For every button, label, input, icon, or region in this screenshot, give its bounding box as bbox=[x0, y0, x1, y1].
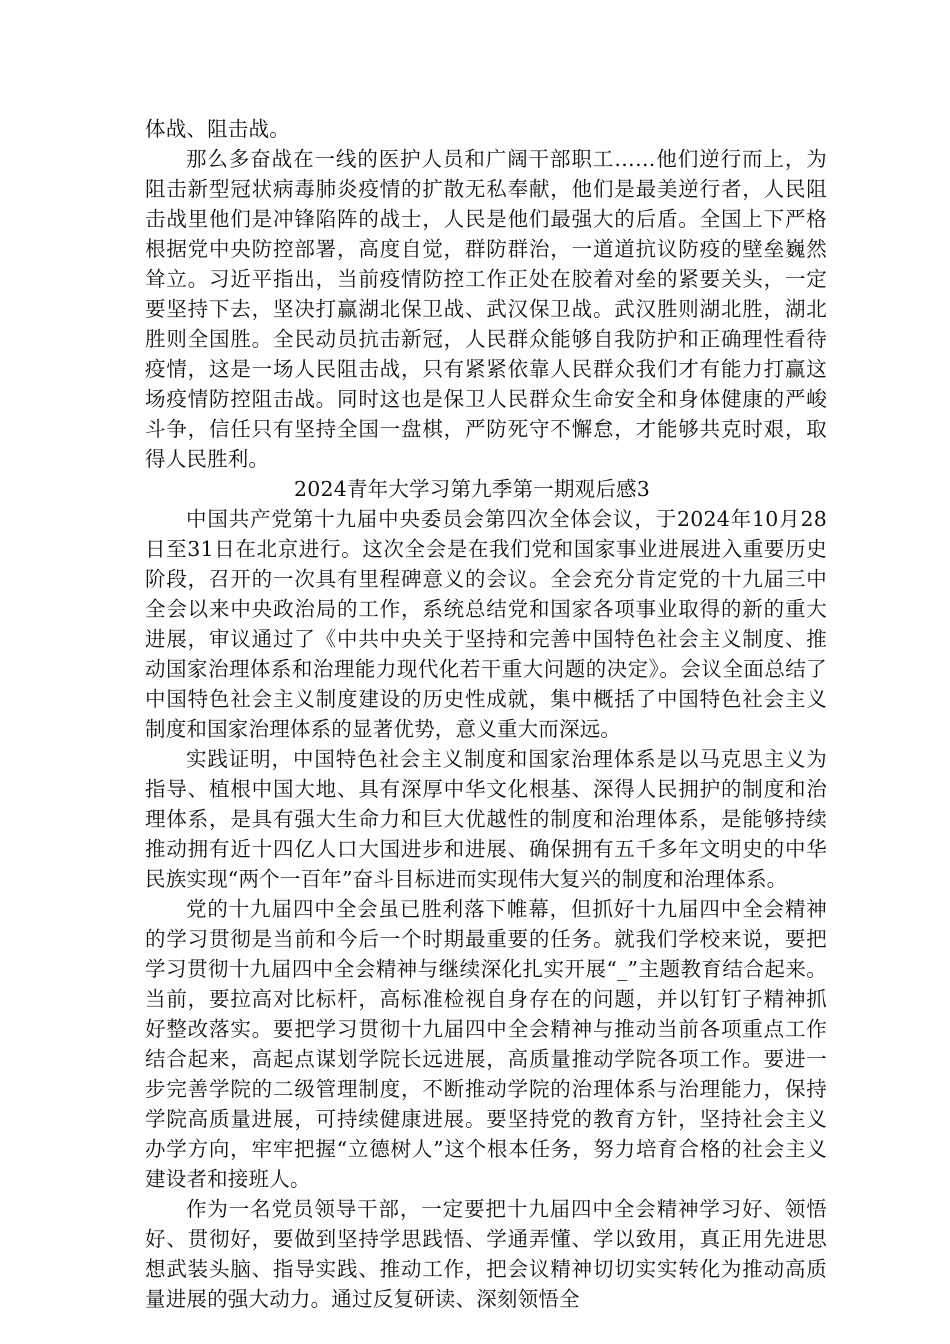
paragraph-plenary-session: 中国共产党第十九届中央委员会第四次全体会议，于2024年10月28日至31日在北京进行。这次全会是在我们党和国家事业进展进入重要历史阶段，召开的一次具有里程碑意义的会议。全会充分肯定党的十九届三中全会以来中央政治局的工作，系统总结党和国家各项事业取得的新的重大进展，审议通过了《中共中央关于坚持和完善中国特色社会主义制度、推动国家治理体系和治理能力现代化若干重大问题的决定》。会议全面总结了中国特色社会主义制度建设的历史性成就，集中概括了中国特色社会主义制度和国家治理体系的显著优势，意义重大而深远。 bbox=[145, 507, 827, 741]
paragraph-frontline-workers: 那么多奋战在一线的医护人员和广阔干部职工……他们逆行而上，为阻击新型冠状病毒肺炎疫情的扩散无私奉献，他们是最美逆行者，人民阻击战里他们是冲锋陷阵的战士，人民是他们最强大的后盾。全国上下严格根据党中央防控部署，高度自觉，群防群治，一道道抗议防疫的壁垒巍然耸立。习近平指出，当前疫情防控工作正处在胶着对垒的紧要关头，一定要坚持下去，坚决打赢湖北保卫战、武汉保卫战。武汉胜则湖北胜，湖北胜则全国胜。全民动员抗击新冠，人民群众能够自我防护和正确理性看待疫情，这是一场人民阻击战，只有紧紧依靠人民群众我们才有能力打赢这场疫情防控阻击战。同时这也是保卫人民群众生命安全和身体健康的严峻斗争，信任只有坚持全国一盘棋，严防死守不懈怠，才能够共克时艰，取得人民胜利。 bbox=[145, 147, 827, 471]
paragraph-school-tasks: 党的十九届四中全会虽已胜利落下帷幕，但抓好十九届四中全会精神的学习贯彻是当前和今后一个时期最重要的任务。就我们学校来说，要把学习贯彻十九届四中全会精神与继续深化扎实开展“_”主题教育结合起来。当前，要拉高对比标杆，高标准检视自身存在的问题，并以钉钉子精神抓好整改落实。要把学习贯彻十九届四中全会精神与推动当前各项重点工作结合起来，高起点谋划学院长远进展，高质量推动学院各项工作。要进一步完善学院的二级管理制度，不断推动学院的治理体系与治理能力，保持学院高质量进展，可持续健康进展。要坚持党的教育方针，坚持社会主义办学方向，牢牢把握“立德树人”这个根本任务，努力培育合格的社会主义建设者和接班人。 bbox=[145, 897, 827, 1191]
section-heading: 2024青年大学习第九季第一期观后感3 bbox=[293, 477, 650, 501]
document-body bbox=[145, 114, 827, 1314]
paragraph-continuation: 体战、阻击战。 bbox=[145, 117, 290, 141]
paragraph-practice-proves: 实践证明，中国特色社会主义制度和国家治理体系是以马克思主义为指导、植根中国大地、具有深厚中华文化根基、深得人民拥护的制度和治理体系，是具有强大生命力和巨大优越性的制度和治理体系，是能够持续推动拥有近十四亿人口大国进步和进展、确保拥有五千多年文明史的中华民族实现“两个一百年”奋斗目标进而实现伟大复兴的制度和治理体系。 bbox=[145, 747, 827, 891]
paragraph-party-cadre: 作为一名党员领导干部，一定要把十九届四中全会精神学习好、领悟好、贯彻好，要做到坚持学思践悟、学通弄懂、学以致用，真正用先进思想武装头脑、指导实践、推动工作，把会议精神切切实实转化为推动高质量进展的强大动力。通过反复研读、深刻领悟全 bbox=[145, 1197, 827, 1311]
